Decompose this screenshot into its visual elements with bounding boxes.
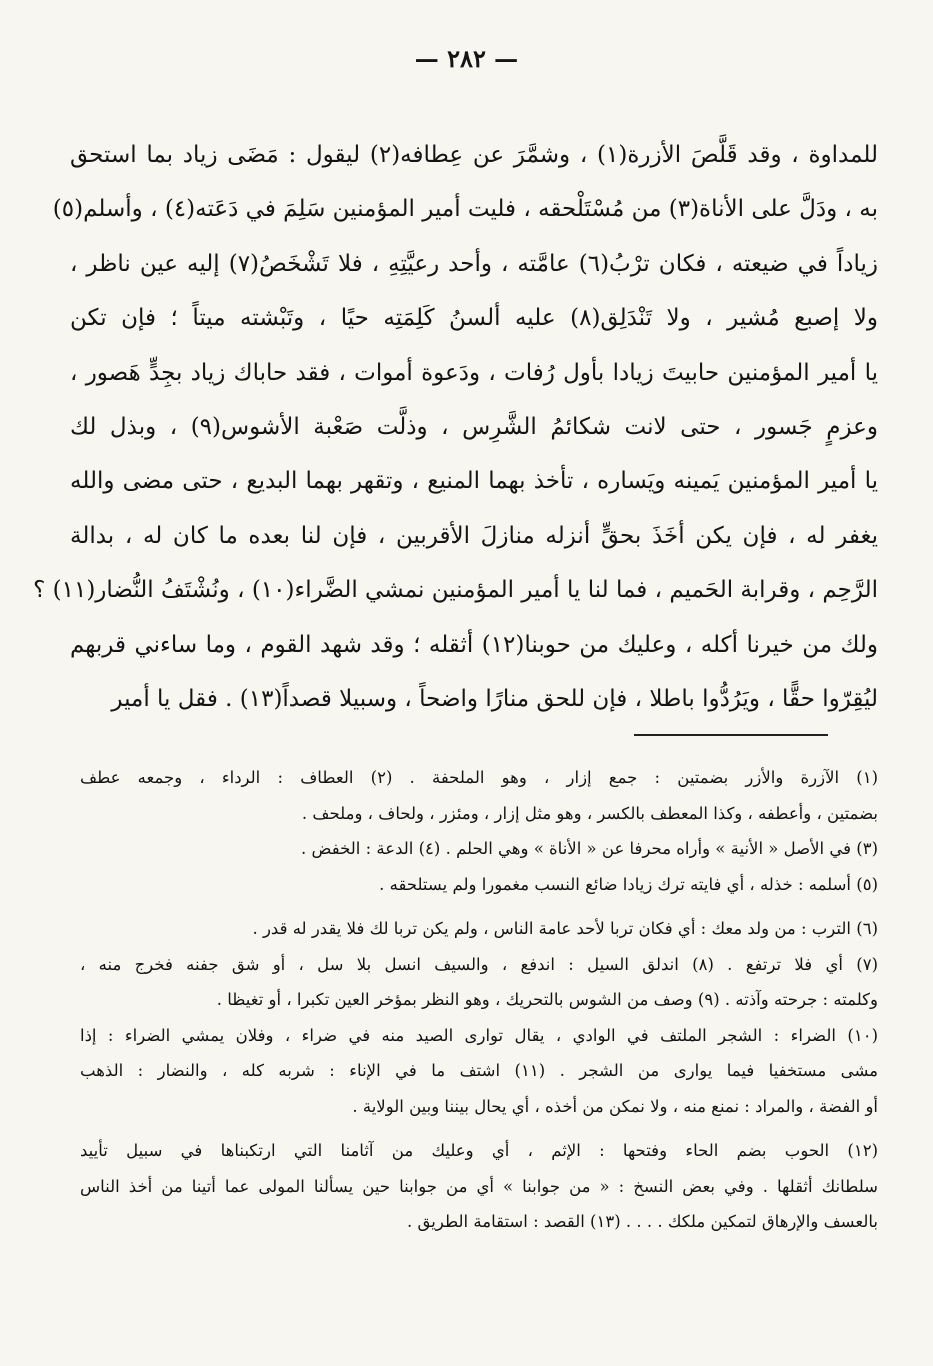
- main-text-line: وعزمٍ جَسور ، حتى لانت شكائمُ الشَّرِس ، وذلَّت صَعْبة الأشوس(٩) ، وبذل لك: [70, 413, 879, 440]
- footnote-line: مشى مستخفيا فيما يوارى من الشجر . (١١) اشتف ما في الإناء : شربه كله ، والنضار : الذهب: [80, 1061, 878, 1080]
- footnote-line: سلطانك أثقلها . وفي بعض النسخ : « من جوابنا » أي من جوابنا حين يسألنا المولى عما أتينا من أخذ الناس: [80, 1176, 878, 1196]
- footnote-group: [80, 911, 878, 947]
- main-text-line: ولك من خيرنا أكله ، وعليك من حوبنا(١٢) أثقله ؛ وقد شهد القوم ، وما ساءني قربهم: [70, 631, 879, 658]
- footnote-line: بضمتين ، وأعطفه ، وكذا المعطف بالكسر ، وهو مثل إزار ، ومئزر ، ولحاف ، وملحف .: [301, 803, 878, 823]
- main-text-line: يا أمير المؤمنين يَمينه ويَساره ، تأخذ بهما المنيع ، وتقهر بهما البديع ، حتى مضى والله: [70, 468, 878, 495]
- main-text-line: الرَّحِم ، وقرابة الحَميم ، فما لنا يا أمير المؤمنين نمشي الضَّراء(١٠) ، ونُشْتَفُ النُّضار(١١) ؟: [33, 577, 878, 604]
- footnote-line: (١٢) الحوب بضم الحاء وفتحها : الإثم ، أي وعليك من آثامنا التي ارتكبناها في سبيل تأييد: [80, 1141, 878, 1160]
- page-number: — ٢٨٢ —: [414, 44, 519, 73]
- footnote-line: وكلمته : جرحته وآذته . (٩) وصف من الشوس بالتحريك ، وهو النظر بمؤخر العين تكبرا ، أو تغيظا .: [216, 990, 878, 1009]
- main-text-line: زياداً في ضيعته ، فكان ترْبُ(٦) عامَّته ، وأحد رعيَّتِهِ ، فلا تَشْخَصُ(٧) إليه عين ناظر ،: [70, 250, 879, 277]
- footnotes-block: [80, 760, 878, 1240]
- footnote-line: (١) الآزرة والأزر بضمتين : جمع إزار ، وهو الملحفة . (٢) العطاف : الرداء ، وجمعه عطف: [80, 768, 878, 787]
- footnote-line: (٣) في الأصل « الأنية » وأراه محرفا عن « الأناة » وهي الحلم . (٤) الدعة : الخفض .: [301, 839, 878, 858]
- footnote-line: (١٠) الضراء : الشجر الملتف في الوادي ، يقال توارى الصيد منه في ضراء ، وفلان يمشي الضراء : إذا: [80, 1025, 878, 1045]
- main-text-line: للمداوة ، وقد قَلَّصَ الأزرة(١) ، وشمَّرَ عن عِطافه(٢) ليقول : مَضَى زياد بما استحق: [70, 142, 878, 168]
- footnote-line: (٧) أي فلا ترتفع . (٨) اندلق السيل : اندفع ، والسيف انسل بلا سل ، أو شق جفنه فخرج منه ،: [80, 954, 878, 974]
- footnote-line: (٥) أسلمه : خذله ، أي فايته ترك زيادا ضائع النسب مغمورا ولم يستلحقه .: [379, 874, 878, 894]
- footnote-group: [80, 831, 878, 867]
- footnote-group: [80, 760, 878, 831]
- footnote-line: بالعسف والإرهاق لتمكين ملكك . . . . (١٣) القصد : استقامة الطريق .: [407, 1212, 878, 1231]
- main-text-line: به ، ودَلَّ على الأناة(٣) من مُسْتَلْحقه ، فليت أمير المؤمنين سَلِمَ في دَعَته(٤) ، وأسلم(٥): [52, 196, 878, 223]
- footnote-group: [80, 947, 878, 1018]
- footnote-line: (٦) الترب : من ولد معك : أي فكان تربا لأحد عامة الناس ، ولم يكن تربا لك فلا يقدر له قدر .: [252, 919, 878, 938]
- footnote-group: [80, 1133, 878, 1240]
- main-text-line: ولا إصبع مُشير ، ولا تَنْدَلِق(٨) عليه ألسنُ كَلِمَتِه حيًا ، وتَبْشته ميتاً ؛ فإن تكن: [70, 305, 878, 332]
- footnote-group: [80, 1018, 878, 1125]
- footnote-line: أو الفضة ، والمراد : نمنع منه ، ولا نمكن من أخذه ، أي يحال بيننا وبين الولاية .: [352, 1096, 878, 1116]
- main-text-block: [33, 128, 879, 726]
- main-text-line: يغفر له ، فإن يكن أخَذَ بحقٍّ أنزله منازلَ الأقربين ، فإن لنا بعده ما كان له ، بدالة: [70, 522, 878, 549]
- main-text-line: ليُقِرّوا حقًّا ، ويَرُدُّوا باطلا ، فإن للحق منارًا واضحاً ، وسبيلا قصداً(١٣) . فقل يا أمير: [111, 685, 878, 712]
- footnote-divider: [634, 734, 828, 736]
- main-text-line: يا أمير المؤمنين حابيتَ زيادا بأول رُفات ، ودَعوة أموات ، فقد حاباك زياد بجِدٍّ هَصور ،: [70, 359, 878, 386]
- footnote-group: [80, 867, 878, 903]
